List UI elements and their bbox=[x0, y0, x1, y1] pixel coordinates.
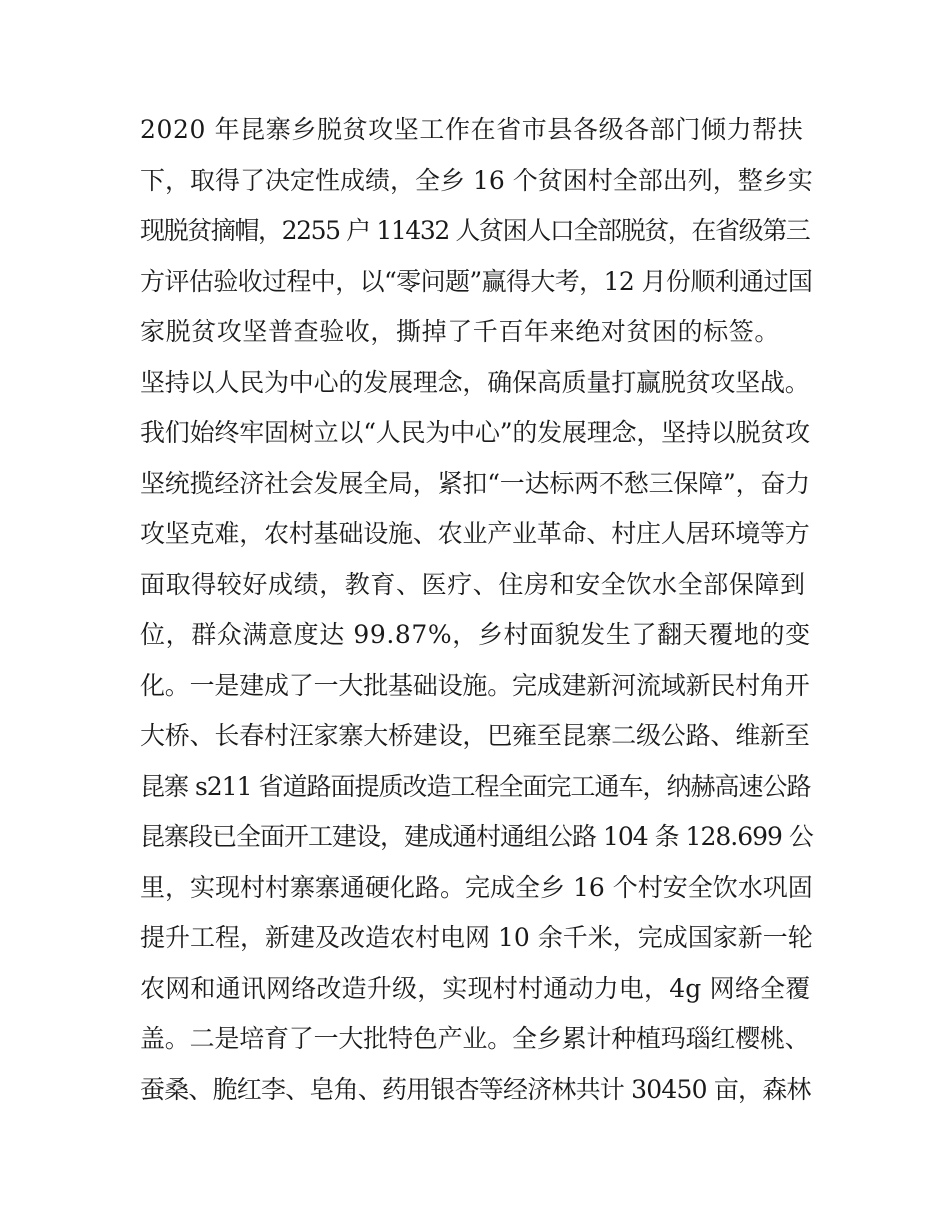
text-line-6: 坚持以人民为中心的发展理念，确保高质量打赢脱贫攻坚战。 bbox=[140, 368, 810, 397]
text-line-16: 里，实现村村寨寨通硬化路。完成全乡 16 个村安全饮水巩固 bbox=[140, 873, 813, 902]
text-line-15: 昆寨段已全面开工建设，建成通村通组公路 104 条 128.699 公 bbox=[140, 822, 813, 851]
text-line-11: 位，群众满意度达 99.87%，乡村面貌发生了翻天覆地的变 bbox=[140, 620, 811, 649]
text-line-2: 下，取得了决定性成绩，全乡 16 个贫困村全部出列，整乡实 bbox=[140, 166, 813, 195]
text-line-4: 方评估验收过程中，以“零问题”赢得大考，12 月份顺利通过国 bbox=[140, 267, 813, 296]
text-line-8: 坚统揽经济社会发展全局，紧扣“一达标两不愁三保障”，奋力 bbox=[140, 469, 810, 498]
text-line-9: 攻坚克难，农村基础设施、农业产业革命、村庄人居环境等方 bbox=[140, 519, 810, 548]
text-line-19: 盖。二是培育了一大批特色产业。全乡累计种植玛瑙红樱桃、 bbox=[140, 1024, 810, 1053]
text-line-14: 昆寨 s211 省道路面提质改造工程全面完工通车，纳赫高速公路 bbox=[140, 772, 811, 801]
text-line-5: 家脱贫攻坚普查验收，撕掉了千百年来绝对贫困的标签。 bbox=[140, 317, 781, 346]
text-line-18: 农网和通讯网络改造升级，实现村村通动力电，4g 网络全覆 bbox=[140, 974, 811, 1003]
text-line-10: 面取得较好成绩，教育、医疗、住房和安全饮水全部保障到 bbox=[140, 570, 806, 599]
text-line-7: 我们始终牢固树立以“人民为中心”的发展理念，坚持以脱贫攻 bbox=[140, 418, 810, 447]
text-line-12: 化。一是建成了一大批基础设施。完成建新河流域新民村角开 bbox=[140, 671, 810, 700]
text-line-17: 提升工程，新建及改造农村电网 10 余千米，完成国家新一轮 bbox=[140, 923, 813, 952]
text-line-20: 蚕桑、脆红李、皂角、药用银杏等经济林共计 30450 亩，森林 bbox=[140, 1075, 811, 1104]
text-line-1: 2020 年昆寨乡脱贫攻坚工作在省市县各级各部门倾力帮扶 bbox=[140, 115, 804, 144]
text-line-13: 大桥、长春村汪家寨大桥建设，巴雍至昆寨二级公路、维新至 bbox=[140, 721, 810, 750]
text-line-3: 现脱贫摘帽，2255 户 11432 人贫困人口全部脱贫，在省级第三 bbox=[140, 216, 810, 245]
